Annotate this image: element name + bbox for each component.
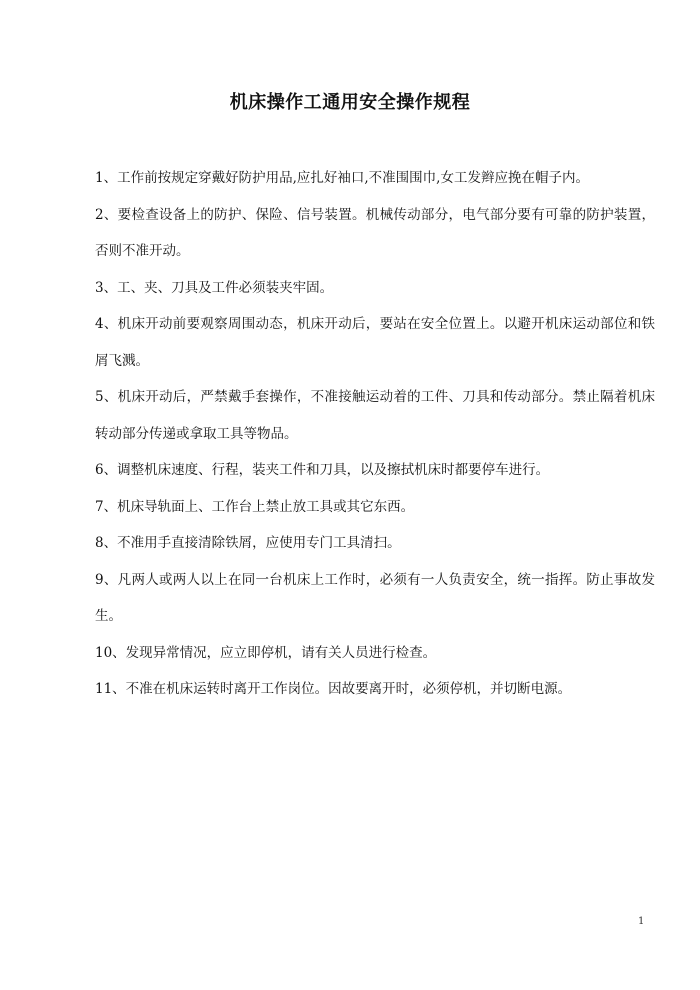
document-title: 机床操作工通用安全操作规程 [229, 92, 471, 113]
page-number: 1 [638, 916, 645, 927]
rule-item-7: 7、机床导轨面上、工作台上禁止放工具或其它东西。 [95, 498, 415, 515]
rule-item-11: 11、不准在机床运转时离开工作岗位。因故要离开时，必须停机，并切断电源。 [95, 681, 572, 697]
rule-item-9: 9、凡两人或两人以上在同一台机床上工作时，必须有一人负责安全，统一指挥。防止事故发生。 [95, 571, 655, 624]
rule-item-1: 1、工作前按规定穿戴好防护用品,应扎好袖口,不准围围巾,女工发辫应挽在帽子内。 [95, 170, 589, 186]
rule-item-8: 8、不准用手直接清除铁屑，应使用专门工具清扫。 [95, 535, 401, 551]
rule-item-2: 2、要检查设备上的防护、保险、信号装置。机械传动部分，电气部分要有可靠的防护装置，否则不准开动。 [95, 206, 655, 259]
rules-list [95, 160, 655, 708]
rule-item-6: 6、调整机床速度、行程，装夹工件和刀具，以及擦拭机床时都要停车进行。 [95, 462, 550, 478]
rule-item-4: 4、机床开动前要观察周围动态，机床开动后，要站在安全位置上。以避开机床运动部位和铁屑飞溅。 [95, 316, 655, 369]
rule-item-3: 3、工、夹、刀具及工件必须装夹牢固。 [95, 279, 334, 296]
rule-item-5: 5、机床开动后，严禁戴手套操作，不准接触运动着的工件、刀具和传动部分。禁止隔着机床转动部分传递或拿取工具等物品。 [95, 389, 655, 442]
rule-item-10: 10、发现异常情况，应立即停机，请有关人员进行检查。 [95, 644, 437, 661]
